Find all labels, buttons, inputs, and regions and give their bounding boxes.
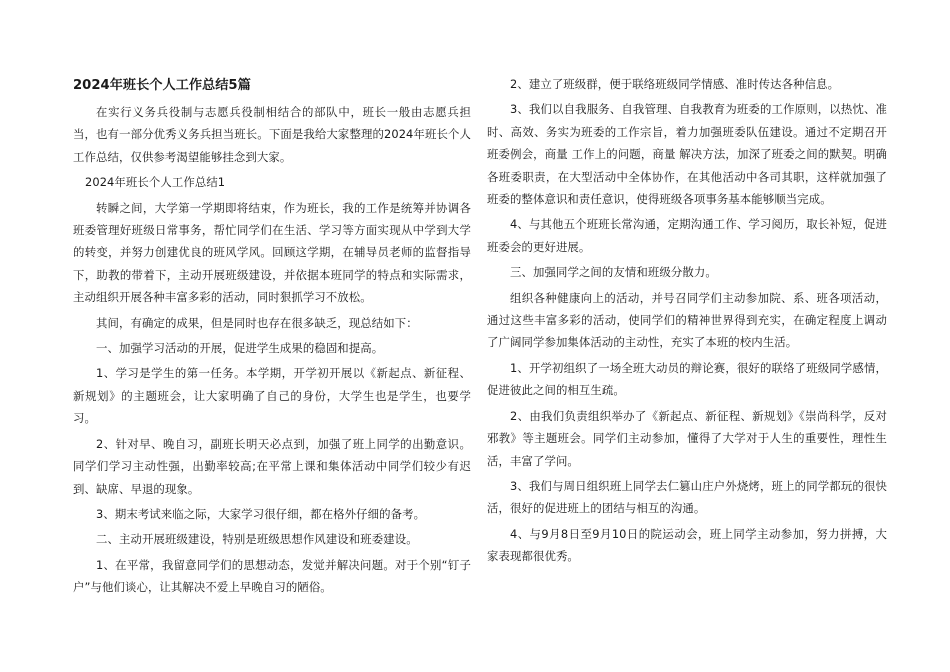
left-column [73,75,471,602]
list-item: 4、与9月8日至9月10日的院运动会，班上同学主动参加，努力拼搏，大家表现都很优秀。 [487,526,887,564]
list-item: 1、在平常，我留意同学们的思想动态，发觉并解决问题。对于个别“钉子户”与他们谈心，让其解决不爱上早晚自习的陋俗。 [73,557,471,595]
intro-paragraph: 在实行义务兵役制与志愿兵役制相结合的部队中，班长一般由志愿兵担当，也有一部分优秀义务兵担当班长。下面是我给大家整理的2024年班长个人工作总结，仅供参考渴望能够挂念到大家。 [73,105,471,164]
section-heading: 一、加强学习活动的开展，促进学生成果的稳固和提高。 [96,341,384,356]
list-item: 2、建立了班级群，便于联络班级同学情感、准时传达各种信息。 [510,77,840,91]
body-paragraph: 转瞬之间，大学第一学期即将结束，作为班长，我的工作是统筹并协调各班委管理好班级日常事务，帮忙同学们在生活、学习等方面实现从中学到大学的转变，并努力创建优良的班风学风。回顾这学期，在辅导员老师的监督指导下，助教的带着下，主动开展班级建设，并依据本班同学的特点和实际需求，主动组织开展各种丰富多彩的活动，同时狠抓学习不放松。 [73,200,471,305]
list-item: 3、我们以自我服务、自我管理、自我教育为班委的工作原则，以热忱、准时、高效、务实为班委的工作宗旨，着力加强班委队伍建设。通过不定期召开班委例会，商量 工作上的问题，商量 解决方法，加深了班委之间的默契。明确各班委职责，在大型活动中全体协作，在其他活动中各司其职，这样就加强了班委的整体意识和责任意识，使得班级各项事务基本能够顺当完成。 [487,102,887,207]
list-item: 3、期末考试来临之际，大家学习很仔细，都在格外仔细的备考。 [96,506,426,521]
body-paragraph: 其间，有确定的成果，但是同时也存在很多缺乏，现总结如下： [96,315,418,330]
document-title: 2024年班长个人工作总结5篇 [73,78,251,93]
section-heading: 2024年班长个人工作总结1 [85,175,226,190]
list-item: 4、与其他五个班班长常沟通，定期沟通工作、学习阅历，取长补短，促进班委会的更好进展。 [487,217,887,254]
list-item: 2、由我们负责组织举办了《新起点、新征程、新规划》《崇尚科学，反对邪教》等主题班会。同学们主动参加，懂得了大学对于人生的重要性，理性生活，丰富了学问。 [487,408,887,468]
section-heading: 二、主动开展班级建设，特别是班级思想作风建设和班委建设。 [96,532,418,547]
list-item: 1、学习是学生的第一任务。本学期，开学初开展以《新起点、新征程、新规划》的主题班会，让大家明确了自己的身份，大学生也是学生，也要学习。 [73,366,471,426]
list-item: 3、我们与周日组织班上同学去仁篡山庄户外烧烤，班上的同学都玩的很快活，很好的促进班上的团结与相互的沟通。 [487,478,887,516]
list-item: 2、针对早、晚自习，副班长明天必点到，加强了班上同学的出勤意识。同学们学习主动性强，出勤率较高;在平常上课和集体活动中同学们较少有迟到、缺席、早退的现象。 [73,436,471,496]
list-item: 1、开学初组织了一场全班大动员的辩论赛，很好的联络了班级同学感情，促进彼此之间的相互生疏。 [487,360,887,398]
body-paragraph: 组织各种健康向上的活动，并号召同学们主动参加院、系、班各项活动，通过这些丰富多彩的活动，使同学们的精神世界得到充实，在确定程度上调动了广阔同学参加集体活动的主动性，充实了本班的校内生活。 [487,290,887,350]
section-heading: 三、加强同学之间的友情和班级分散力。 [510,265,717,280]
right-column [487,73,887,571]
